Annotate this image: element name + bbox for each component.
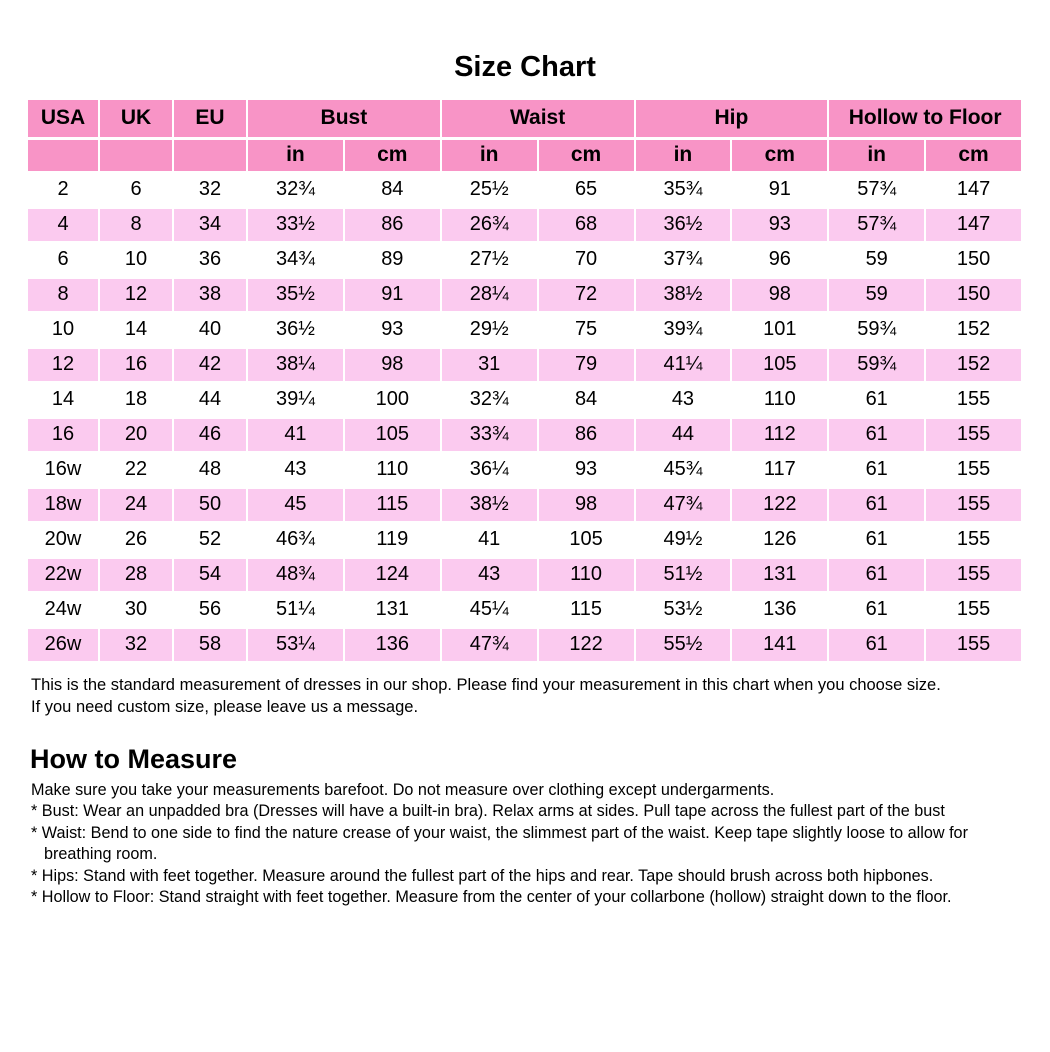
size-cell: 89 (345, 244, 440, 276)
unit-header-5-in: in (442, 140, 537, 171)
size-cell: 55½ (636, 629, 731, 661)
size-cell: 155 (926, 559, 1021, 591)
size-cell: 61 (829, 384, 924, 416)
size-cell: 36½ (636, 209, 731, 241)
size-cell: 96 (732, 244, 827, 276)
size-row-22w (28, 559, 1021, 591)
size-cell: 44 (174, 384, 246, 416)
size-cell: 155 (926, 419, 1021, 451)
size-cell: 36¼ (442, 454, 537, 486)
size-cell: 32 (174, 174, 246, 206)
unit-header-0-empty (28, 140, 98, 171)
size-cell: 32¾ (248, 174, 343, 206)
size-cell: 45¼ (442, 594, 537, 626)
size-cell: 39¼ (248, 384, 343, 416)
size-cell: 25½ (442, 174, 537, 206)
size-cell: 18w (28, 489, 98, 521)
table-group-header-row (28, 100, 1021, 137)
size-cell: 8 (100, 209, 172, 241)
size-cell: 45 (248, 489, 343, 521)
size-cell: 93 (539, 454, 634, 486)
size-cell: 115 (539, 594, 634, 626)
size-cell: 91 (345, 279, 440, 311)
size-cell: 10 (28, 314, 98, 346)
size-cell: 26 (100, 524, 172, 556)
size-cell: 35¾ (636, 174, 731, 206)
size-cell: 16w (28, 454, 98, 486)
size-cell: 110 (345, 454, 440, 486)
size-row-12 (28, 349, 1021, 381)
howto-item-3: * Hollow to Floor: Stand straight with feet together. Measure from the center of your collarbone (hollow) straight down to the floor. (31, 888, 952, 907)
size-cell: 34¾ (248, 244, 343, 276)
size-cell: 36½ (248, 314, 343, 346)
size-cell: 33¾ (442, 419, 537, 451)
size-cell: 10 (100, 244, 172, 276)
size-cell: 33½ (248, 209, 343, 241)
size-cell: 131 (732, 559, 827, 591)
size-cell: 150 (926, 279, 1021, 311)
size-cell: 16 (28, 419, 98, 451)
size-cell: 22 (100, 454, 172, 486)
howto-item-1: * Waist: Bend to one side to find the nature crease of your waist, the slimmest part of the waist. Keep tape slightly loose to allow for breathing room. (31, 823, 968, 864)
size-row-10 (28, 314, 1021, 346)
size-cell: 119 (345, 524, 440, 556)
size-cell: 51½ (636, 559, 731, 591)
size-row-18w (28, 489, 1021, 521)
size-cell: 16 (100, 349, 172, 381)
size-cell: 4 (28, 209, 98, 241)
howto-item-2: * Hips: Stand with feet together. Measure around the fullest part of the hips and rear. Tape should brush across both hipbones. (31, 866, 934, 885)
size-cell: 35½ (248, 279, 343, 311)
size-cell: 24w (28, 594, 98, 626)
size-cell: 38½ (636, 279, 731, 311)
size-cell: 93 (732, 209, 827, 241)
size-cell: 155 (926, 454, 1021, 486)
size-cell: 84 (539, 384, 634, 416)
size-cell: 126 (732, 524, 827, 556)
size-row-26w (28, 629, 1021, 661)
size-cell: 2 (28, 174, 98, 206)
size-cell: 147 (926, 209, 1021, 241)
size-cell: 117 (732, 454, 827, 486)
size-cell: 20 (100, 419, 172, 451)
unit-header-1-empty (100, 140, 172, 171)
size-row-14 (28, 384, 1021, 416)
size-cell: 41¼ (636, 349, 731, 381)
size-cell: 131 (345, 594, 440, 626)
size-cell: 98 (539, 489, 634, 521)
size-row-8 (28, 279, 1021, 311)
column-group-header-uk: UK (100, 100, 172, 137)
size-cell: 28¼ (442, 279, 537, 311)
unit-header-8-cm: cm (732, 140, 827, 171)
size-cell: 24 (100, 489, 172, 521)
size-cell: 38½ (442, 489, 537, 521)
size-cell: 57¾ (829, 209, 924, 241)
unit-header-9-in: in (829, 140, 924, 171)
size-cell: 150 (926, 244, 1021, 276)
size-cell: 46 (174, 419, 246, 451)
size-cell: 39¾ (636, 314, 731, 346)
page-title: Size Chart (454, 51, 596, 83)
size-cell: 141 (732, 629, 827, 661)
size-cell: 84 (345, 174, 440, 206)
size-cell: 86 (345, 209, 440, 241)
size-cell: 50 (174, 489, 246, 521)
how-to-measure-section (31, 780, 999, 909)
unit-header-6-cm: cm (539, 140, 634, 171)
size-cell: 26¾ (442, 209, 537, 241)
size-cell: 75 (539, 314, 634, 346)
size-cell: 86 (539, 419, 634, 451)
size-cell: 115 (345, 489, 440, 521)
size-cell: 70 (539, 244, 634, 276)
size-chart-table (26, 97, 1023, 664)
howto-item-0: * Bust: Wear an unpadded bra (Dresses will have a built-in bra). Relax arms at sides. Pull tape across the fullest part of the bust (31, 802, 945, 821)
unit-header-4-cm: cm (345, 140, 440, 171)
size-cell: 61 (829, 629, 924, 661)
size-cell: 42 (174, 349, 246, 381)
how-to-measure-heading: How to Measure (30, 743, 238, 774)
size-cell: 122 (732, 489, 827, 521)
size-cell: 41 (442, 524, 537, 556)
unit-header-2-empty (174, 140, 246, 171)
size-cell: 57¾ (829, 174, 924, 206)
size-cell: 91 (732, 174, 827, 206)
size-cell: 36 (174, 244, 246, 276)
unit-header-10-cm: cm (926, 140, 1021, 171)
size-cell: 110 (539, 559, 634, 591)
howto-intro: Make sure you take your measurements barefoot. Do not measure over clothing except undergarments. (31, 780, 775, 799)
size-cell: 14 (100, 314, 172, 346)
column-group-header-hollow-to-floor: Hollow to Floor (829, 100, 1021, 137)
size-cell: 112 (732, 419, 827, 451)
size-cell: 61 (829, 594, 924, 626)
size-cell: 105 (732, 349, 827, 381)
unit-header-7-in: in (636, 140, 731, 171)
size-cell: 34 (174, 209, 246, 241)
size-cell: 136 (345, 629, 440, 661)
size-cell: 31 (442, 349, 537, 381)
size-cell: 54 (174, 559, 246, 591)
size-cell: 53½ (636, 594, 731, 626)
column-group-header-eu: EU (174, 100, 246, 137)
size-cell: 6 (28, 244, 98, 276)
size-cell: 101 (732, 314, 827, 346)
size-cell: 28 (100, 559, 172, 591)
size-row-24w (28, 594, 1021, 626)
note-line-2: If you need custom size, please leave us a message. (31, 697, 419, 716)
size-cell: 155 (926, 384, 1021, 416)
size-cell: 38 (174, 279, 246, 311)
size-cell: 72 (539, 279, 634, 311)
size-cell: 53¼ (248, 629, 343, 661)
size-cell: 61 (829, 524, 924, 556)
size-cell: 40 (174, 314, 246, 346)
note-line-1: This is the standard measurement of dresses in our shop. Please find your measurement in this chart when you choose size. (31, 675, 941, 694)
size-cell: 58 (174, 629, 246, 661)
size-cell: 56 (174, 594, 246, 626)
size-row-20w (28, 524, 1021, 556)
size-cell: 122 (539, 629, 634, 661)
size-cell: 49½ (636, 524, 731, 556)
size-cell: 8 (28, 279, 98, 311)
size-cell: 20w (28, 524, 98, 556)
size-cell: 136 (732, 594, 827, 626)
size-cell: 61 (829, 489, 924, 521)
size-cell: 59 (829, 279, 924, 311)
size-cell: 61 (829, 419, 924, 451)
column-group-header-bust: Bust (248, 100, 440, 137)
size-cell: 105 (345, 419, 440, 451)
size-cell: 59¾ (829, 314, 924, 346)
size-cell: 152 (926, 349, 1021, 381)
unit-header-3-in: in (248, 140, 343, 171)
size-cell: 147 (926, 174, 1021, 206)
column-group-header-usa: USA (28, 100, 98, 137)
size-cell: 59¾ (829, 349, 924, 381)
size-cell: 61 (829, 559, 924, 591)
size-cell: 22w (28, 559, 98, 591)
size-cell: 38¼ (248, 349, 343, 381)
size-cell: 18 (100, 384, 172, 416)
size-cell: 45¾ (636, 454, 731, 486)
size-cell: 27½ (442, 244, 537, 276)
notes-section (31, 674, 1006, 718)
size-cell: 30 (100, 594, 172, 626)
table-unit-header-row (28, 140, 1021, 171)
column-group-header-waist: Waist (442, 100, 634, 137)
size-cell: 43 (636, 384, 731, 416)
size-row-6 (28, 244, 1021, 276)
size-cell: 29½ (442, 314, 537, 346)
size-cell: 47¾ (442, 629, 537, 661)
size-cell: 41 (248, 419, 343, 451)
size-cell: 155 (926, 489, 1021, 521)
size-cell: 79 (539, 349, 634, 381)
size-cell: 46¾ (248, 524, 343, 556)
size-cell: 12 (28, 349, 98, 381)
size-cell: 124 (345, 559, 440, 591)
size-cell: 32 (100, 629, 172, 661)
size-cell: 47¾ (636, 489, 731, 521)
size-cell: 155 (926, 629, 1021, 661)
size-cell: 48¾ (248, 559, 343, 591)
size-cell: 37¾ (636, 244, 731, 276)
size-cell: 65 (539, 174, 634, 206)
size-cell: 98 (345, 349, 440, 381)
size-cell: 43 (248, 454, 343, 486)
size-cell: 110 (732, 384, 827, 416)
size-cell: 155 (926, 594, 1021, 626)
size-cell: 51¼ (248, 594, 343, 626)
size-cell: 52 (174, 524, 246, 556)
size-cell: 93 (345, 314, 440, 346)
size-cell: 105 (539, 524, 634, 556)
size-cell: 32¾ (442, 384, 537, 416)
size-cell: 26w (28, 629, 98, 661)
size-row-16w (28, 454, 1021, 486)
size-cell: 98 (732, 279, 827, 311)
size-cell: 68 (539, 209, 634, 241)
size-cell: 14 (28, 384, 98, 416)
table-body (28, 174, 1021, 661)
size-row-2 (28, 174, 1021, 206)
size-cell: 12 (100, 279, 172, 311)
size-cell: 100 (345, 384, 440, 416)
size-cell: 155 (926, 524, 1021, 556)
size-cell: 48 (174, 454, 246, 486)
size-cell: 61 (829, 454, 924, 486)
size-cell: 59 (829, 244, 924, 276)
size-cell: 6 (100, 174, 172, 206)
column-group-header-hip: Hip (636, 100, 828, 137)
size-cell: 43 (442, 559, 537, 591)
size-cell: 152 (926, 314, 1021, 346)
size-cell: 44 (636, 419, 731, 451)
size-row-16 (28, 419, 1021, 451)
size-row-4 (28, 209, 1021, 241)
